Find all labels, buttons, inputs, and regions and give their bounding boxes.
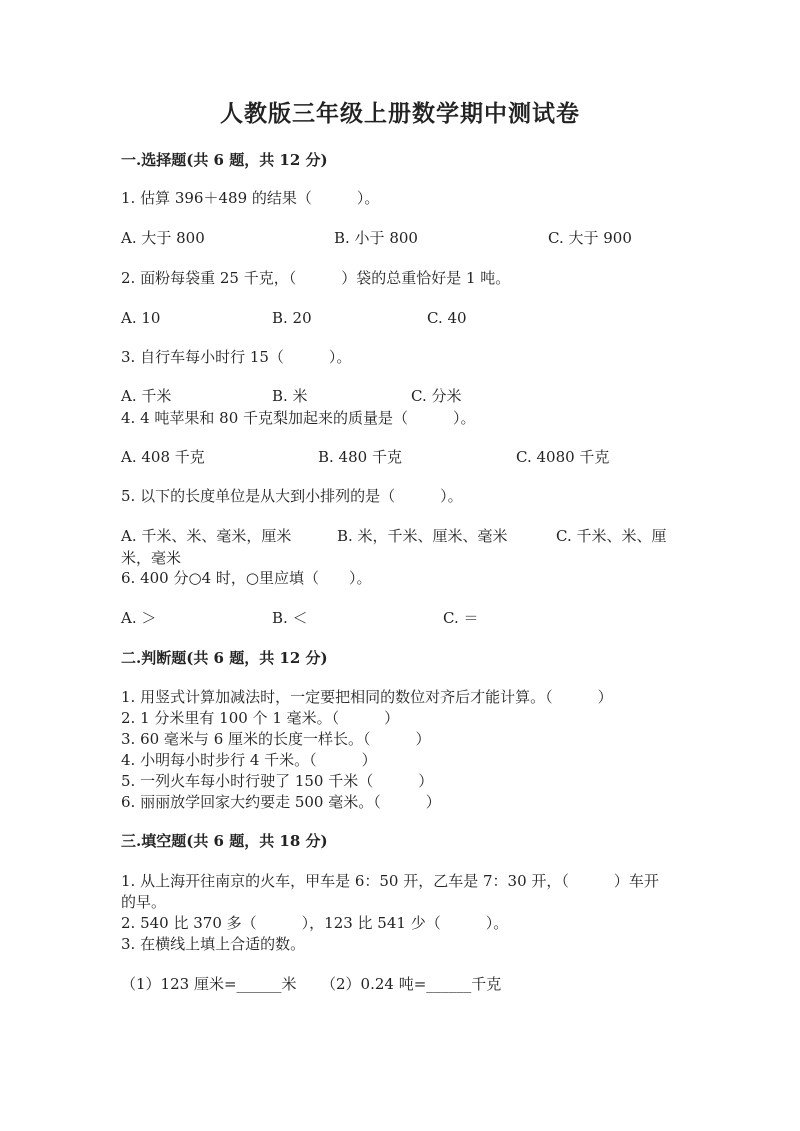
judgement-item: 6. 丽丽放学回家大约要走 500 毫米。（ ） bbox=[121, 793, 441, 811]
fill-item: 3. 在横线上填上合适的数。 bbox=[121, 935, 306, 953]
section-heading-choice: 一.选择题(共 6 题，共 12 分) bbox=[121, 151, 328, 169]
option-a: A. 大于 800 bbox=[121, 229, 205, 247]
judgement-item: 1. 用竖式计算加减法时，一定要把相同的数位对齐后才能计算。（ ） bbox=[121, 688, 613, 706]
option-a: A. 408 千克 bbox=[121, 448, 205, 466]
option-c-wrap: 米，毫米 bbox=[121, 549, 182, 567]
option-c: C. 40 bbox=[427, 309, 467, 327]
judgement-item: 2. 1 分米里有 100 个 1 毫米。（ ） bbox=[121, 709, 400, 727]
option-c: C. 4080 千克 bbox=[516, 448, 610, 466]
question-text: 5. 以下的长度单位是从大到小排列的是（ ）。 bbox=[121, 487, 463, 505]
option-c: C. 千米、米、厘 bbox=[556, 527, 667, 545]
fill-item: 1. 从上海开往南京的火车，甲车是 6：50 开，乙车是 7：30 开，（ ）车开 bbox=[121, 872, 659, 890]
option-a: A. 千米、米、毫米，厘米 bbox=[121, 527, 292, 545]
option-b: B. 小于 800 bbox=[334, 229, 418, 247]
judgement-item: 5. 一列火车每小时行驶了 150 千米（ ） bbox=[121, 772, 434, 790]
fill-item-wrap: 的早。 bbox=[121, 893, 167, 911]
fill-blank: （1）123 厘米=______米 bbox=[121, 975, 297, 993]
question-text: 4. 4 吨苹果和 80 千克梨加起来的质量是（ ）。 bbox=[121, 409, 476, 427]
option-c: C. ＝ bbox=[443, 609, 479, 627]
option-b: B. 米 bbox=[272, 387, 308, 405]
option-b: B. ＜ bbox=[272, 609, 308, 627]
option-b: B. 20 bbox=[272, 309, 312, 327]
question-text: 2. 面粉每袋重 25 千克，（ ）袋的总重恰好是 1 吨。 bbox=[121, 269, 511, 287]
page-title: 人教版三年级上册数学期中测试卷 bbox=[220, 100, 580, 127]
question-text: 6. 400 分○4 时，○里应填（ ）。 bbox=[121, 569, 372, 587]
option-a: A. 千米 bbox=[121, 387, 172, 405]
judgement-item: 3. 60 毫米与 6 厘米的长度一样长。（ ） bbox=[121, 730, 431, 748]
section-heading-judgement: 二.判断题(共 6 题，共 12 分) bbox=[121, 649, 328, 667]
option-a: A. 10 bbox=[121, 309, 161, 327]
option-c: C. 大于 900 bbox=[548, 229, 632, 247]
fill-blank: （2）0.24 吨=______千克 bbox=[321, 975, 502, 993]
judgement-item: 4. 小明每小时步行 4 千米。（ ） bbox=[121, 751, 377, 769]
section-heading-fill: 三.填空题(共 6 题，共 18 分) bbox=[121, 832, 328, 850]
option-a: A. ＞ bbox=[121, 609, 157, 627]
question-text: 1. 估算 396＋489 的结果（ ）。 bbox=[121, 189, 380, 207]
option-b: B. 480 千克 bbox=[318, 448, 402, 466]
question-text: 3. 自行车每小时行 15（ ）。 bbox=[121, 348, 352, 366]
fill-item: 2. 540 比 370 多（ ），123 比 541 少（ ）。 bbox=[121, 914, 509, 932]
option-c: C. 分米 bbox=[411, 387, 462, 405]
option-b: B. 米，千米、厘米、毫米 bbox=[337, 527, 508, 545]
